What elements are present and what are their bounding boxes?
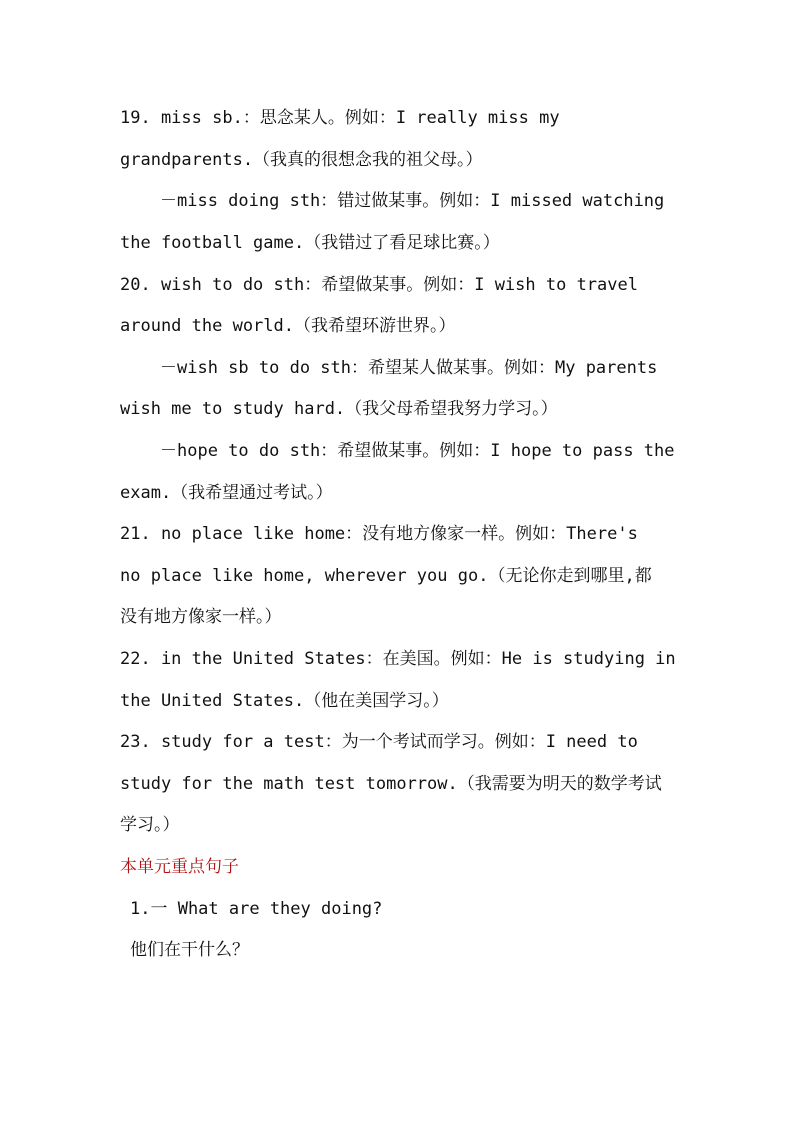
text-line: wish me to study hard.（我父母希望我努力学习。） [120, 399, 558, 419]
text-line: －miss doing sth：错过做某事。例如：I missed watching [160, 191, 665, 211]
text-line: －wish sb to do sth：希望某人做某事。例如：My parents [160, 358, 658, 378]
text-line: exam.（我希望通过考试。） [120, 483, 333, 503]
text-line: 21. no place like home：没有地方像家一样。例如：There's [120, 524, 638, 544]
text-line: grandparents.（我真的很想念我的祖父母。） [120, 150, 483, 170]
text-line: 20. wish to do sth：希望做某事。例如：I wish to travel [120, 275, 638, 295]
text-line: no place like home, wherever you go.（无论你走到哪里,都 [120, 566, 652, 586]
text-line: study for the math test tomorrow.（我需要为明天的数学考试 [120, 774, 662, 794]
text-line: 19. miss sb.：思念某人。例如：I really miss my [120, 108, 560, 128]
text-line: around the world.（我希望环游世界。） [120, 316, 456, 336]
text-line: 22. in the United States：在美国。例如：He is studying in [120, 649, 676, 669]
text-line: －hope to do sth：希望做某事。例如：I hope to pass the [160, 441, 675, 461]
text-line: 23. study for a test：为一个考试而学习。例如：I need to [120, 732, 638, 752]
key-sentence-translation: 他们在干什么？ [130, 940, 249, 960]
section-heading: 本单元重点句子 [120, 857, 239, 877]
text-line: the United States.（他在美国学习。） [120, 691, 449, 711]
text-line: 学习。） [120, 815, 180, 835]
key-sentence: 1.一 What are they doing? [130, 899, 383, 919]
text-line: the football game.（我错过了看足球比赛。） [120, 233, 500, 253]
text-line: 没有地方像家一样。） [120, 607, 282, 627]
